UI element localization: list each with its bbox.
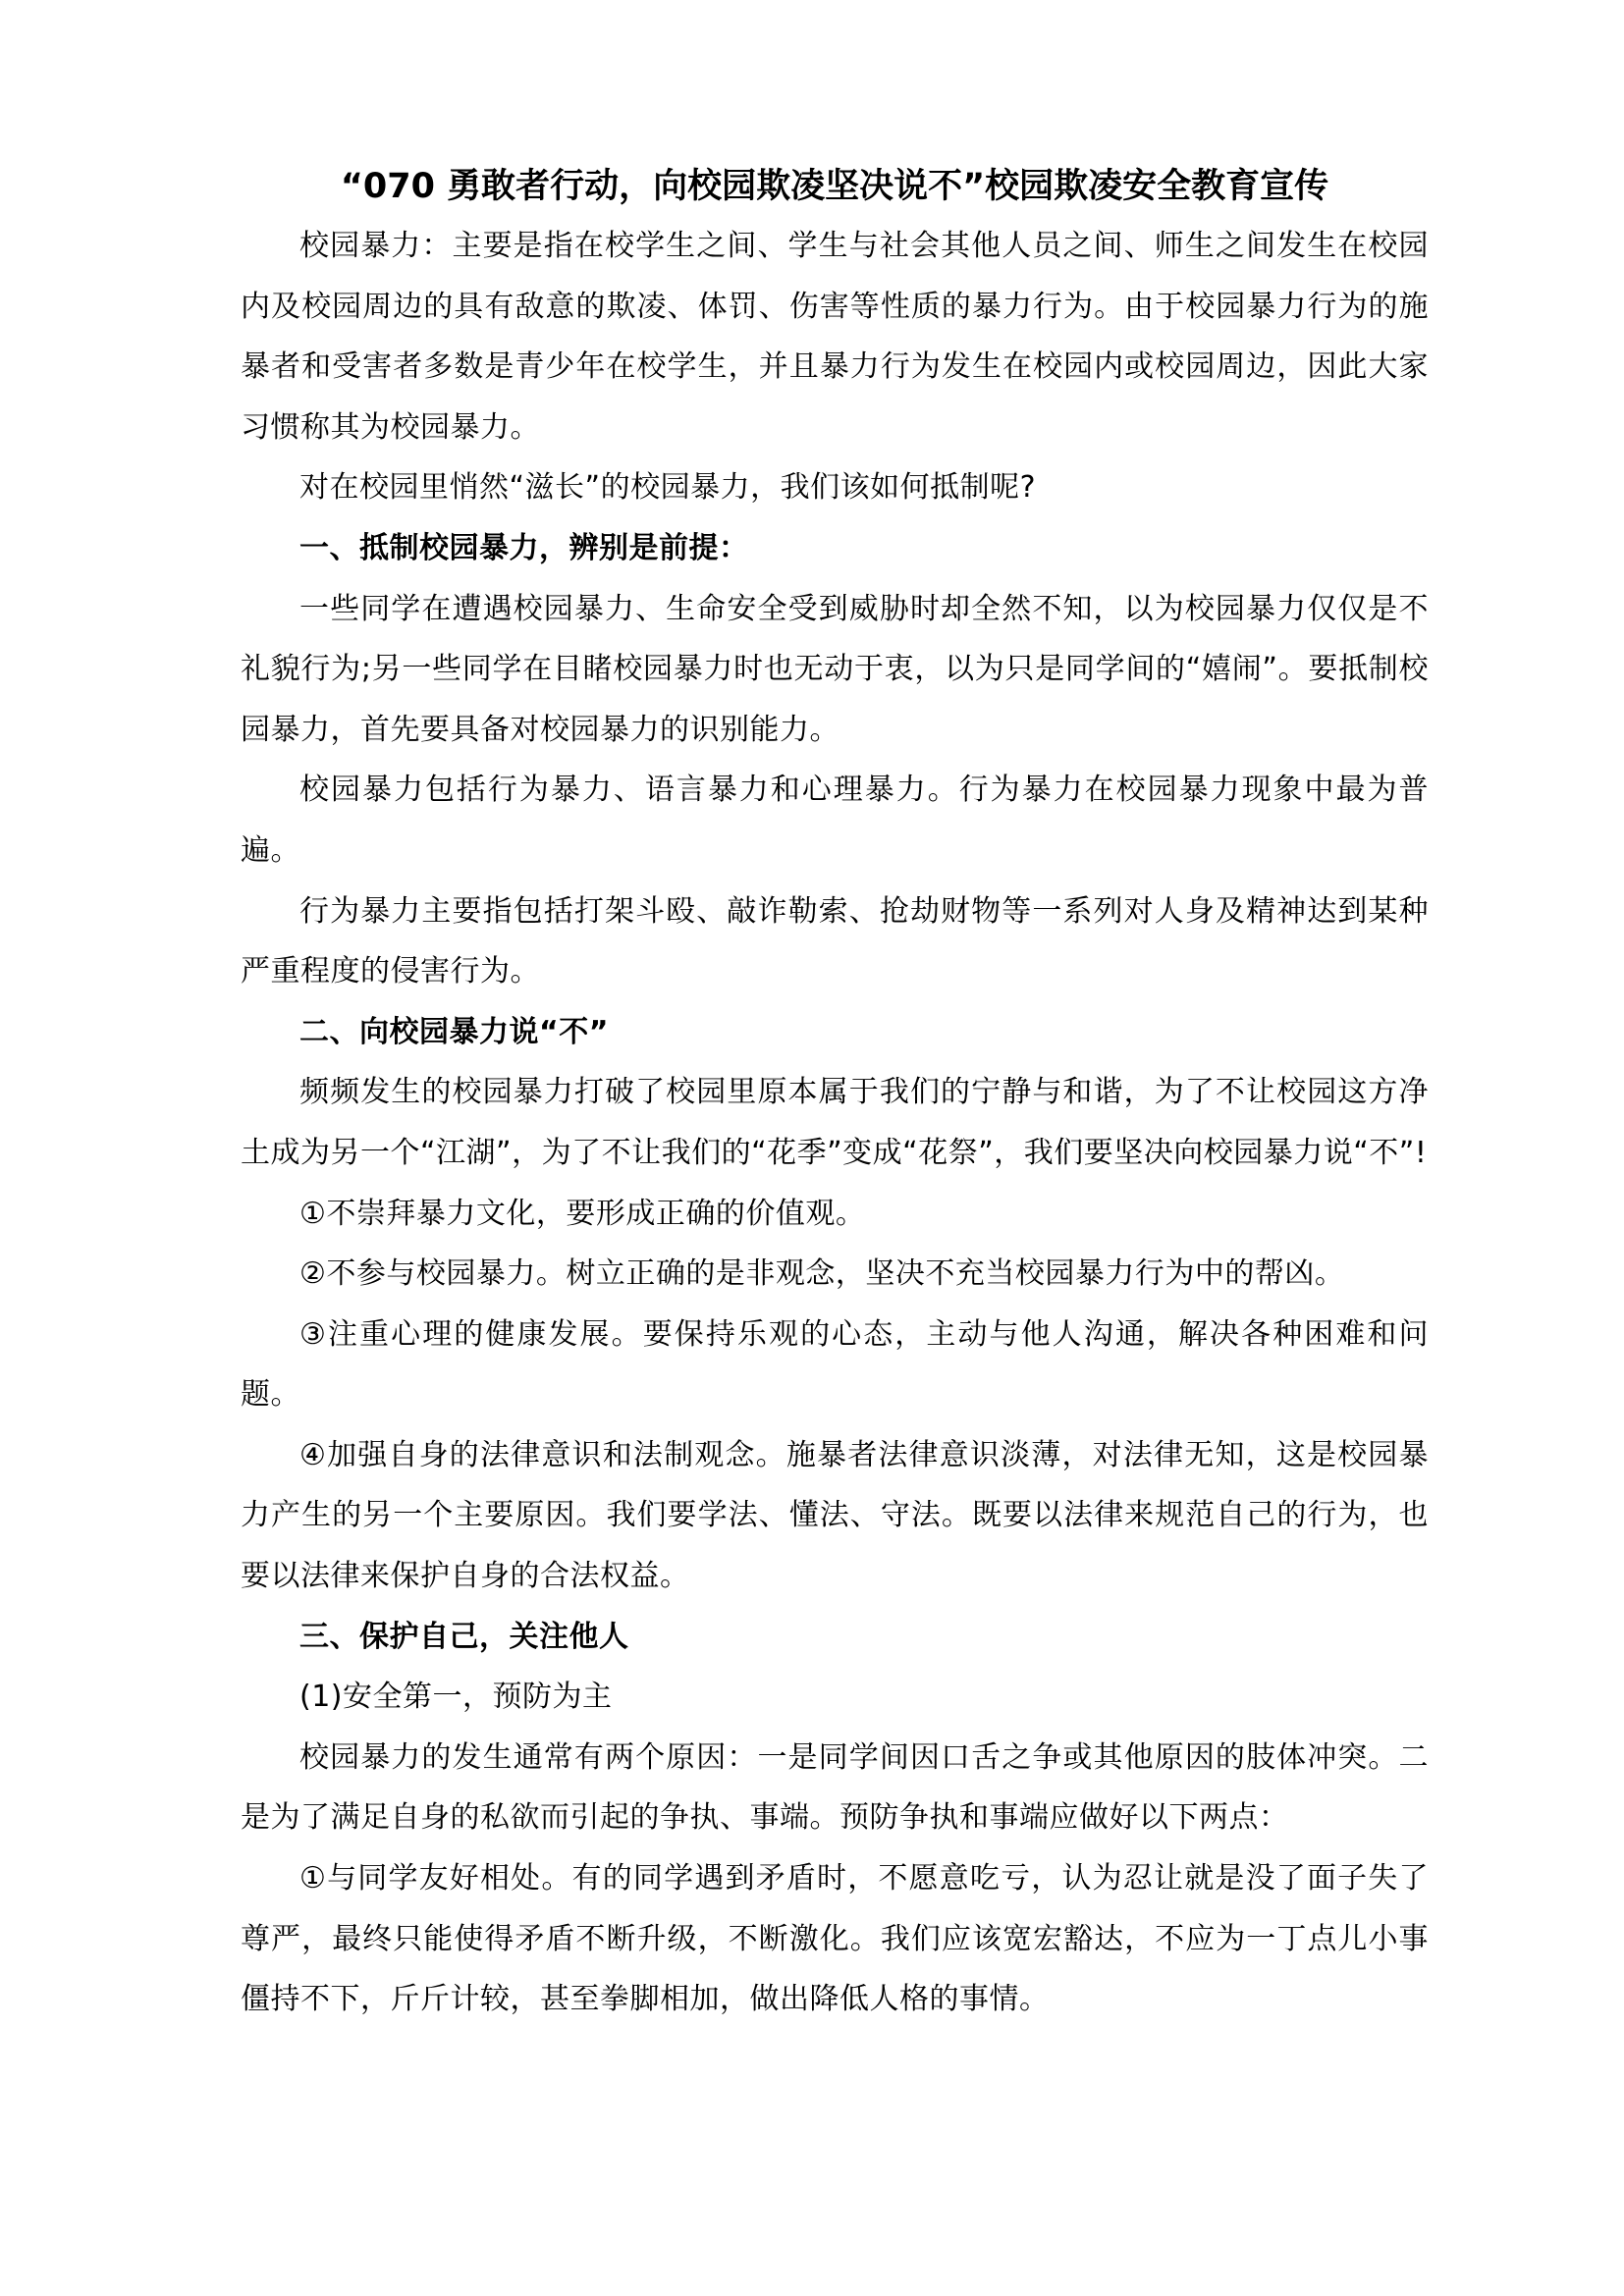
list-item-friendly: ①与同学友好相处。有的同学遇到矛盾时，不愿意吃亏，认为忍让就是没了面子失了尊严，最终只能使得矛盾不断升级，不断激化。我们应该宽宏豁达，不应为一丁点儿小事僵持不下，斤斤计较，甚至拳脚相加，做出降低人格的事情。: [241, 1861, 1429, 2017]
paragraph-causes: 校园暴力的发生通常有两个原因：一是同学间因口舌之争或其他原因的肢体冲突。二是为了满足自身的私欲而引起的争执、事端。预防争执和事端应做好以下两点：: [241, 1739, 1429, 1836]
paragraph-types: 校园暴力包括行为暴力、语言暴力和心理暴力。行为暴力在校园暴力现象中最为普遍。: [241, 773, 1429, 868]
paragraph-identify: 一些同学在遭遇校园暴力、生命安全受到威胁时却全然不知，以为校园暴力仅仅是不礼貌行为;另一些同学在目睹校园暴力时也无动于衷，以为只是同学间的“嬉闹”。要抵制校园暴力，首先要具备对校园暴力的识别能力。: [241, 591, 1429, 747]
paragraph-question: 对在校园里悄然“滋长”的校园暴力，我们该如何抵制呢?: [299, 470, 1037, 506]
list-item-3: ③注重心理的健康发展。要保持乐观的心态，主动与他人沟通，解决各种困难和问题。: [241, 1316, 1429, 1413]
list-item-4: ④加强自身的法律意识和法制观念。施暴者法律意识淡薄，对法律无知，这是校园暴力产生的另一个主要原因。我们要学法、懂法、守法。既要以法律来规范自己的行为，也要以法律来保护自身的合法权益。: [241, 1437, 1429, 1594]
section-heading-1: 一、抵制校园暴力，辨别是前提：: [299, 530, 749, 565]
paragraph-say-no: 频频发生的校园暴力打破了校园里原本属于我们的宁静与和谐，为了不让校园这方净土成为另一个“江湖”，为了不让我们的“花季”变成“花祭”，我们要坚决向校园暴力说“不”!: [241, 1075, 1429, 1170]
paragraph-physical-violence: 行为暴力主要指包括打架斗殴、敲诈勒索、抢劫财物等一系列对人身及精神达到某种严重程度的侵害行为。: [241, 893, 1429, 989]
paragraph-definition: 校园暴力：主要是指在校学生之间、学生与社会其他人员之间、师生之间发生在校园内及校园周边的具有敌意的欺凌、体罚、伤害等性质的暴力行为。由于校园暴力行为的施暴者和受害者多数是青少年在校学生，并且暴力行为发生在校园内或校园周边，因此大家习惯称其为校园暴力。: [241, 229, 1429, 445]
section-heading-2: 二、向校园暴力说“不”: [299, 1014, 609, 1049]
section-heading-3: 三、保护自己，关注他人: [299, 1619, 629, 1654]
subsection-heading-1: (1)安全第一，预防为主: [299, 1680, 613, 1715]
list-item-2: ②不参与校园暴力。树立正确的是非观念，坚决不充当校园暴力行为中的帮凶。: [299, 1256, 1345, 1292]
list-item-1: ①不崇拜暴力文化，要形成正确的价值观。: [299, 1196, 866, 1231]
document-title: “070 勇敢者行动，向校园欺凌坚决说不”校园欺凌安全教育宣传: [340, 167, 1329, 206]
document-body: [241, 157, 1429, 2030]
